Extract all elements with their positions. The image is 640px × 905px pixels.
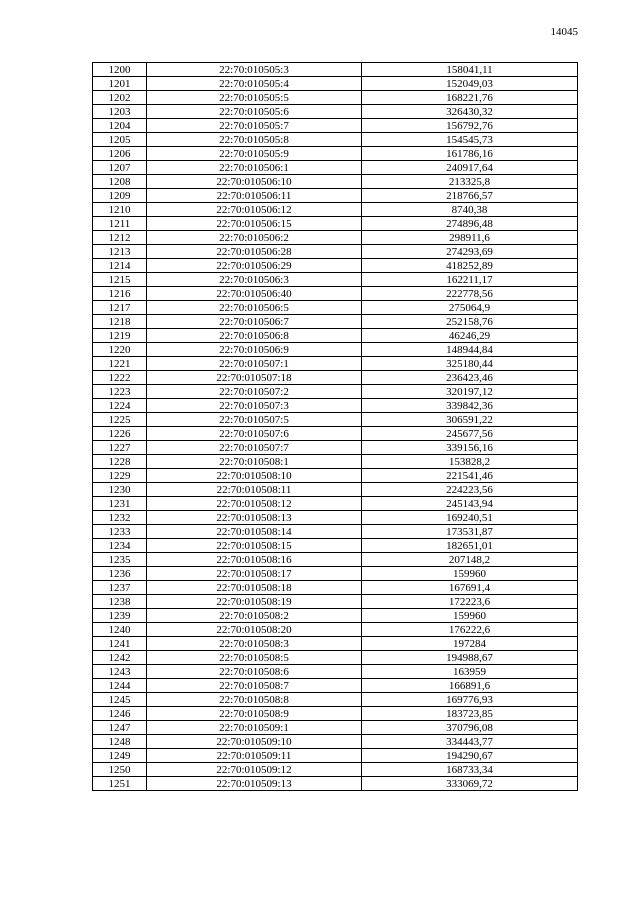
- cadastral-value-cell: 168221,76: [362, 91, 578, 105]
- row-number-cell: 1232: [93, 511, 147, 525]
- row-number-cell: 1200: [93, 63, 147, 77]
- cadastral-number-cell: 22:70:010507:5: [147, 413, 362, 427]
- row-number-cell: 1226: [93, 427, 147, 441]
- table-row: [93, 679, 578, 693]
- cadastral-value-cell: 222778,56: [362, 287, 578, 301]
- cadastral-value-cell: 194988,67: [362, 651, 578, 665]
- cadastral-number-cell: 22:70:010507:2: [147, 385, 362, 399]
- cadastral-number-cell: 22:70:010506:3: [147, 273, 362, 287]
- cadastral-value-cell: 172223,6: [362, 595, 578, 609]
- cadastral-number-cell: 22:70:010507:3: [147, 399, 362, 413]
- cadastral-number-cell: 22:70:010507:6: [147, 427, 362, 441]
- table-row: [93, 665, 578, 679]
- row-number-cell: 1208: [93, 175, 147, 189]
- cadastral-number-cell: 22:70:010506:2: [147, 231, 362, 245]
- cadastral-value-cell: 207148,2: [362, 553, 578, 567]
- table-row: [93, 77, 578, 91]
- table-row: [93, 315, 578, 329]
- row-number-cell: 1206: [93, 147, 147, 161]
- row-number-cell: 1210: [93, 203, 147, 217]
- row-number-cell: 1245: [93, 693, 147, 707]
- row-number-cell: 1217: [93, 301, 147, 315]
- cadastral-number-cell: 22:70:010506:7: [147, 315, 362, 329]
- cadastral-number-cell: 22:70:010508:3: [147, 637, 362, 651]
- cadastral-number-cell: 22:70:010508:18: [147, 581, 362, 595]
- cadastral-number-cell: 22:70:010508:14: [147, 525, 362, 539]
- cadastral-value-cell: 240917,64: [362, 161, 578, 175]
- cadastral-number-cell: 22:70:010508:20: [147, 623, 362, 637]
- table-row: [93, 497, 578, 511]
- row-number-cell: 1236: [93, 567, 147, 581]
- cadastral-number-cell: 22:70:010505:4: [147, 77, 362, 91]
- row-number-cell: 1249: [93, 749, 147, 763]
- table-row: [93, 105, 578, 119]
- row-number-cell: 1209: [93, 189, 147, 203]
- cadastral-number-cell: 22:70:010505:8: [147, 133, 362, 147]
- cadastral-number-cell: 22:70:010505:3: [147, 63, 362, 77]
- row-number-cell: 1204: [93, 119, 147, 133]
- cadastral-value-cell: 183723,85: [362, 707, 578, 721]
- cadastral-value-cell: 173531,87: [362, 525, 578, 539]
- table-row: [93, 721, 578, 735]
- cadastral-value-cell: 333069,72: [362, 777, 578, 791]
- cadastral-number-cell: 22:70:010508:17: [147, 567, 362, 581]
- table-row: [93, 175, 578, 189]
- cadastral-value-cell: 418252,89: [362, 259, 578, 273]
- page-number: 14045: [550, 26, 578, 38]
- cadastral-value-cell: 161786,16: [362, 147, 578, 161]
- table-row: [93, 119, 578, 133]
- table-body: [93, 63, 578, 791]
- table-row: [93, 273, 578, 287]
- cadastral-value-cell: 148944,84: [362, 343, 578, 357]
- cadastral-number-cell: 22:70:010506:10: [147, 175, 362, 189]
- row-number-cell: 1228: [93, 455, 147, 469]
- table-row: [93, 343, 578, 357]
- table-row: [93, 693, 578, 707]
- cadastral-number-cell: 22:70:010508:12: [147, 497, 362, 511]
- table-row: [93, 651, 578, 665]
- cadastral-value-cell: 156792,76: [362, 119, 578, 133]
- row-number-cell: 1231: [93, 497, 147, 511]
- table-row: [93, 777, 578, 791]
- cadastral-value-cell: 236423,46: [362, 371, 578, 385]
- table-row: [93, 567, 578, 581]
- row-number-cell: 1235: [93, 553, 147, 567]
- table-row: [93, 259, 578, 273]
- row-number-cell: 1212: [93, 231, 147, 245]
- row-number-cell: 1214: [93, 259, 147, 273]
- row-number-cell: 1234: [93, 539, 147, 553]
- cadastral-value-cell: 221541,46: [362, 469, 578, 483]
- cadastral-value-cell: 158041,11: [362, 63, 578, 77]
- cadastral-number-cell: 22:70:010507:1: [147, 357, 362, 371]
- table-row: [93, 203, 578, 217]
- cadastral-number-cell: 22:70:010508:9: [147, 707, 362, 721]
- table-row: [93, 91, 578, 105]
- table-row: [93, 707, 578, 721]
- table-row: [93, 455, 578, 469]
- row-number-cell: 1247: [93, 721, 147, 735]
- row-number-cell: 1221: [93, 357, 147, 371]
- row-number-cell: 1244: [93, 679, 147, 693]
- cadastral-number-cell: 22:70:010505:9: [147, 147, 362, 161]
- cadastral-value-cell: 213325,8: [362, 175, 578, 189]
- table-row: [93, 553, 578, 567]
- row-number-cell: 1239: [93, 609, 147, 623]
- row-number-cell: 1230: [93, 483, 147, 497]
- cadastral-value-cell: 252158,76: [362, 315, 578, 329]
- row-number-cell: 1250: [93, 763, 147, 777]
- table-row: [93, 763, 578, 777]
- cadastral-number-cell: 22:70:010506:40: [147, 287, 362, 301]
- table-row: [93, 63, 578, 77]
- cadastral-number-cell: 22:70:010507:7: [147, 441, 362, 455]
- cadastral-value-cell: 169776,93: [362, 693, 578, 707]
- cadastral-value-cell: 197284: [362, 637, 578, 651]
- table-row: [93, 441, 578, 455]
- table-row: [93, 161, 578, 175]
- cadastral-value-cell: 152049,03: [362, 77, 578, 91]
- row-number-cell: 1227: [93, 441, 147, 455]
- row-number-cell: 1240: [93, 623, 147, 637]
- row-number-cell: 1203: [93, 105, 147, 119]
- cadastral-number-cell: 22:70:010508:2: [147, 609, 362, 623]
- cadastral-value-table: [92, 62, 578, 791]
- cadastral-number-cell: 22:70:010509:12: [147, 763, 362, 777]
- cadastral-value-cell: 182651,01: [362, 539, 578, 553]
- cadastral-value-cell: 275064,9: [362, 301, 578, 315]
- cadastral-value-cell: 168733,34: [362, 763, 578, 777]
- row-number-cell: 1202: [93, 91, 147, 105]
- table-row: [93, 217, 578, 231]
- cadastral-number-cell: 22:70:010507:18: [147, 371, 362, 385]
- cadastral-number-cell: 22:70:010508:11: [147, 483, 362, 497]
- cadastral-value-cell: 339842,36: [362, 399, 578, 413]
- cadastral-number-cell: 22:70:010508:1: [147, 455, 362, 469]
- cadastral-value-cell: 162211,17: [362, 273, 578, 287]
- cadastral-number-cell: 22:70:010508:16: [147, 553, 362, 567]
- cadastral-number-cell: 22:70:010505:5: [147, 91, 362, 105]
- table-row: [93, 399, 578, 413]
- table-row: [93, 483, 578, 497]
- row-number-cell: 1251: [93, 777, 147, 791]
- cadastral-value-cell: 46246,29: [362, 329, 578, 343]
- cadastral-value-cell: 325180,44: [362, 357, 578, 371]
- cadastral-value-cell: 176222,6: [362, 623, 578, 637]
- table-row: [93, 539, 578, 553]
- row-number-cell: 1222: [93, 371, 147, 385]
- cadastral-value-cell: 245677,56: [362, 427, 578, 441]
- row-number-cell: 1238: [93, 595, 147, 609]
- cadastral-value-cell: 326430,32: [362, 105, 578, 119]
- cadastral-value-cell: 8740,38: [362, 203, 578, 217]
- cadastral-number-cell: 22:70:010505:6: [147, 105, 362, 119]
- cadastral-number-cell: 22:70:010508:8: [147, 693, 362, 707]
- cadastral-number-cell: 22:70:010508:13: [147, 511, 362, 525]
- cadastral-value-cell: 159960: [362, 609, 578, 623]
- table-row: [93, 581, 578, 595]
- row-number-cell: 1233: [93, 525, 147, 539]
- cadastral-value-cell: 306591,22: [362, 413, 578, 427]
- table-row: [93, 749, 578, 763]
- table-row: [93, 623, 578, 637]
- cadastral-value-cell: 370796,08: [362, 721, 578, 735]
- row-number-cell: 1205: [93, 133, 147, 147]
- cadastral-number-cell: 22:70:010508:7: [147, 679, 362, 693]
- row-number-cell: 1215: [93, 273, 147, 287]
- cadastral-value-cell: 245143,94: [362, 497, 578, 511]
- cadastral-number-cell: 22:70:010506:5: [147, 301, 362, 315]
- cadastral-number-cell: 22:70:010509:10: [147, 735, 362, 749]
- cadastral-number-cell: 22:70:010505:7: [147, 119, 362, 133]
- row-number-cell: 1223: [93, 385, 147, 399]
- row-number-cell: 1243: [93, 665, 147, 679]
- cadastral-number-cell: 22:70:010506:9: [147, 343, 362, 357]
- cadastral-number-cell: 22:70:010508:15: [147, 539, 362, 553]
- cadastral-number-cell: 22:70:010506:8: [147, 329, 362, 343]
- table-row: [93, 609, 578, 623]
- cadastral-value-cell: 298911,6: [362, 231, 578, 245]
- cadastral-value-cell: 163959: [362, 665, 578, 679]
- row-number-cell: 1216: [93, 287, 147, 301]
- table-row: [93, 133, 578, 147]
- cadastral-value-cell: 153828,2: [362, 455, 578, 469]
- table-row: [93, 525, 578, 539]
- row-number-cell: 1218: [93, 315, 147, 329]
- table-row: [93, 637, 578, 651]
- table-row: [93, 595, 578, 609]
- cadastral-number-cell: 22:70:010506:28: [147, 245, 362, 259]
- cadastral-number-cell: 22:70:010506:15: [147, 217, 362, 231]
- cadastral-value-cell: 159960: [362, 567, 578, 581]
- row-number-cell: 1242: [93, 651, 147, 665]
- cadastral-number-cell: 22:70:010508:5: [147, 651, 362, 665]
- row-number-cell: 1241: [93, 637, 147, 651]
- cadastral-value-cell: 194290,67: [362, 749, 578, 763]
- row-number-cell: 1225: [93, 413, 147, 427]
- table-row: [93, 329, 578, 343]
- cadastral-number-cell: 22:70:010509:1: [147, 721, 362, 735]
- table-row: [93, 231, 578, 245]
- row-number-cell: 1207: [93, 161, 147, 175]
- row-number-cell: 1213: [93, 245, 147, 259]
- cadastral-value-cell: 274293,69: [362, 245, 578, 259]
- row-number-cell: 1201: [93, 77, 147, 91]
- table-row: [93, 511, 578, 525]
- cadastral-value-cell: 334443,77: [362, 735, 578, 749]
- cadastral-value-cell: 167691,4: [362, 581, 578, 595]
- cadastral-value-cell: 154545,73: [362, 133, 578, 147]
- table-row: [93, 245, 578, 259]
- row-number-cell: 1248: [93, 735, 147, 749]
- table-row: [93, 469, 578, 483]
- cadastral-number-cell: 22:70:010509:11: [147, 749, 362, 763]
- cadastral-value-cell: 339156,16: [362, 441, 578, 455]
- table-row: [93, 385, 578, 399]
- cadastral-value-cell: 218766,57: [362, 189, 578, 203]
- table-row: [93, 413, 578, 427]
- cadastral-number-cell: 22:70:010506:12: [147, 203, 362, 217]
- table-row: [93, 189, 578, 203]
- row-number-cell: 1219: [93, 329, 147, 343]
- cadastral-number-cell: 22:70:010508:19: [147, 595, 362, 609]
- table-row: [93, 427, 578, 441]
- table-row: [93, 357, 578, 371]
- row-number-cell: 1220: [93, 343, 147, 357]
- cadastral-value-cell: 320197,12: [362, 385, 578, 399]
- cadastral-value-cell: 224223,56: [362, 483, 578, 497]
- cadastral-number-cell: 22:70:010508:10: [147, 469, 362, 483]
- cadastral-number-cell: 22:70:010508:6: [147, 665, 362, 679]
- row-number-cell: 1246: [93, 707, 147, 721]
- row-number-cell: 1237: [93, 581, 147, 595]
- cadastral-value-cell: 274896,48: [362, 217, 578, 231]
- row-number-cell: 1229: [93, 469, 147, 483]
- table-row: [93, 147, 578, 161]
- cadastral-number-cell: 22:70:010506:1: [147, 161, 362, 175]
- cadastral-number-cell: 22:70:010509:13: [147, 777, 362, 791]
- table-row: [93, 371, 578, 385]
- cadastral-number-cell: 22:70:010506:29: [147, 259, 362, 273]
- table-row: [93, 735, 578, 749]
- row-number-cell: 1224: [93, 399, 147, 413]
- row-number-cell: 1211: [93, 217, 147, 231]
- table-row: [93, 287, 578, 301]
- cadastral-value-cell: 166891,6: [362, 679, 578, 693]
- cadastral-number-cell: 22:70:010506:11: [147, 189, 362, 203]
- cadastral-value-cell: 169240,51: [362, 511, 578, 525]
- table-row: [93, 301, 578, 315]
